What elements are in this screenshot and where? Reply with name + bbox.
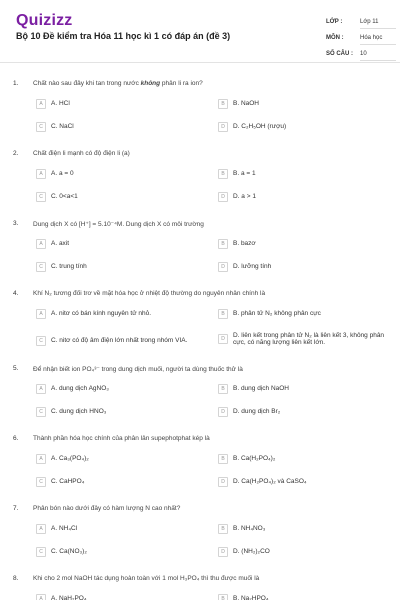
- question-number: 7.: [13, 505, 19, 512]
- option-c[interactable]: [36, 192, 78, 202]
- option-text: D. a > 1: [233, 193, 256, 200]
- option-text: A. a = 0: [51, 170, 74, 177]
- option-b[interactable]: [218, 239, 256, 249]
- option-d[interactable]: [218, 477, 307, 487]
- option-letter-box: A: [36, 169, 46, 179]
- option-c[interactable]: [36, 122, 74, 132]
- option-letter-box: B: [218, 239, 228, 249]
- question-text-part: Chất nào sau đây khi tan trong nước: [33, 80, 141, 87]
- question-number: 5.: [13, 365, 19, 372]
- option-letter-box: A: [36, 384, 46, 394]
- option-letter-box: B: [218, 524, 228, 534]
- question-text: Khi cho 2 mol NaOH tác dụng hoàn toàn với 1 mol H₃PO₄ thì thu được muối là: [33, 575, 260, 582]
- option-a[interactable]: [36, 594, 87, 600]
- option-letter-box: C: [36, 262, 46, 272]
- option-letter-box: D: [218, 192, 228, 202]
- option-d[interactable]: [218, 547, 270, 557]
- option-c[interactable]: [36, 547, 87, 557]
- option-b[interactable]: [218, 594, 269, 600]
- option-letter-box: C: [36, 477, 46, 487]
- option-letter-box: B: [218, 454, 228, 464]
- option-text: D. C₂H₅OH (rượu): [233, 123, 287, 130]
- document-header: [0, 0, 400, 63]
- option-letter-box: D: [218, 547, 228, 557]
- option-letter-box: D: [218, 407, 228, 417]
- option-d[interactable]: [218, 192, 256, 202]
- option-b[interactable]: [218, 454, 275, 464]
- question-number: 4.: [13, 290, 19, 297]
- option-d[interactable]: [218, 332, 388, 346]
- option-text: A. NaH₂PO₄: [51, 595, 87, 600]
- question-text: [33, 80, 383, 87]
- option-text: B. bazơ: [233, 240, 256, 247]
- option-text: D. (NH₂)₂CO: [233, 548, 270, 555]
- option-letter-box: D: [218, 262, 228, 272]
- meta-count-label: SỐ CÂU :: [326, 51, 353, 57]
- option-letter-box: C: [36, 336, 46, 346]
- option-letter-box: B: [218, 99, 228, 109]
- question-text-emphasis: không: [140, 80, 161, 87]
- option-c[interactable]: [36, 477, 84, 487]
- question-number: 3.: [13, 220, 19, 227]
- document-meta: [326, 14, 396, 62]
- option-text: C. CaHPO₄: [51, 478, 85, 485]
- option-text: D. dung dịch Br₂: [233, 408, 281, 415]
- option-letter-box: A: [36, 99, 46, 109]
- option-letter-box: A: [36, 524, 46, 534]
- option-b[interactable]: [218, 169, 256, 179]
- option-text: A. nitơ có bán kính nguyên tử nhỏ.: [51, 310, 152, 317]
- option-d[interactable]: [218, 122, 286, 132]
- option-c[interactable]: [36, 336, 187, 346]
- option-letter-box: A: [36, 309, 46, 319]
- question-number: 1.: [13, 80, 19, 87]
- option-text: B. Na₂HPO₄: [233, 595, 269, 600]
- option-letter-box: C: [36, 122, 46, 132]
- option-text: B. NH₄NO₃: [233, 525, 266, 532]
- option-text: A. NH₄Cl: [51, 525, 78, 532]
- question-text: Phân bón nào dưới đây có hàm lượng N cao nhất?: [33, 505, 181, 512]
- option-text: C. Ca(NO₃)₂: [51, 548, 87, 555]
- meta-subject-label: MÔN :: [326, 35, 344, 41]
- option-a[interactable]: [36, 524, 77, 534]
- option-letter-box: B: [218, 384, 228, 394]
- question-text: Chất điện li mạnh có độ điện li (a): [33, 150, 130, 157]
- option-a[interactable]: [36, 169, 74, 179]
- question-text: Dung dịch X có [H⁺] = 5.10⁻⁴M. Dung dịch X có môi trường: [33, 221, 204, 228]
- meta-class-value: Lớp 11: [360, 16, 396, 29]
- option-letter-box: D: [218, 477, 228, 487]
- meta-count-row: [326, 46, 396, 62]
- option-text: B. a = 1: [233, 170, 256, 177]
- question-text: Khí N₂ tương đối trơ về mặt hóa học ở nhiệt độ thường do nguyên nhân chính là: [33, 290, 266, 297]
- option-text: A. dung dịch AgNO₃: [51, 385, 109, 392]
- document-title: Bộ 10 Đề kiểm tra Hóa 11 học kì 1 có đáp án (đề 3): [16, 31, 231, 41]
- option-b[interactable]: [218, 99, 259, 109]
- meta-class-label: LỚP :: [326, 19, 343, 25]
- meta-class-row: [326, 14, 396, 30]
- option-a[interactable]: [36, 309, 151, 319]
- option-text: D. lưỡng tính: [233, 263, 272, 270]
- option-letter-box: A: [36, 239, 46, 249]
- option-b[interactable]: [218, 524, 265, 534]
- option-a[interactable]: [36, 99, 70, 109]
- option-letter-box: C: [36, 547, 46, 557]
- question-number: 6.: [13, 435, 19, 442]
- meta-subject-value: Hóa học: [360, 32, 396, 45]
- option-letter-box: D: [218, 334, 228, 344]
- option-letter-box: B: [218, 594, 228, 600]
- option-a[interactable]: [36, 239, 69, 249]
- option-text: B. Ca(H₂PO₄)₂: [233, 455, 276, 462]
- option-text: C. NaCl: [51, 123, 74, 130]
- option-letter-box: A: [36, 454, 46, 464]
- option-text: D. Ca(H₂PO₄)₂ và CaSO₄: [233, 478, 307, 485]
- option-letter-box: B: [218, 309, 228, 319]
- option-text: C. dung dịch HNO₃: [51, 408, 107, 415]
- option-letter-box: C: [36, 192, 46, 202]
- option-a[interactable]: [36, 384, 109, 394]
- question-text-part: phân li ra ion?: [160, 80, 203, 87]
- option-a[interactable]: [36, 454, 89, 464]
- option-text: A. HCl: [51, 100, 70, 107]
- question-text: Thành phần hóa học chính của phân lân supephotphat kép là: [33, 435, 210, 442]
- option-b[interactable]: [218, 309, 321, 319]
- option-text: B. NaOH: [233, 100, 260, 107]
- option-text: C. trung tính: [51, 263, 87, 270]
- option-d[interactable]: [218, 407, 280, 417]
- option-letter-box: C: [36, 407, 46, 417]
- option-c[interactable]: [36, 407, 106, 417]
- question-number: 8.: [13, 575, 19, 582]
- option-text: A. Ca₃(PO₄)₂: [51, 455, 89, 462]
- question-text: Để nhận biết ion PO₄³⁻ trong dung dịch muối, người ta dùng thuốc thử là: [33, 366, 243, 373]
- option-text: A. axit: [51, 240, 70, 247]
- option-text: C. 0<a<1: [51, 193, 78, 200]
- option-letter-box: B: [218, 169, 228, 179]
- question-number: 2.: [13, 150, 19, 157]
- option-c[interactable]: [36, 262, 87, 272]
- option-b[interactable]: [218, 384, 289, 394]
- quizizz-logo: Quizizz: [16, 12, 73, 29]
- option-letter-box: A: [36, 594, 46, 600]
- option-text: C. nitơ có độ âm điện lớn nhất trong nhóm VIA.: [51, 337, 188, 344]
- option-text: B. dung dịch NaOH: [233, 385, 290, 392]
- meta-count-value: 10: [360, 48, 396, 61]
- option-d[interactable]: [218, 262, 271, 272]
- option-text: D. liên kết trong phân tử N₂ là liên kết 3, không phân cực, có năng lượng liên kết lớn.: [233, 332, 385, 346]
- option-letter-box: D: [218, 122, 228, 132]
- option-text: B. phân tử N₂ không phân cực: [233, 310, 321, 317]
- meta-subject-row: [326, 30, 396, 46]
